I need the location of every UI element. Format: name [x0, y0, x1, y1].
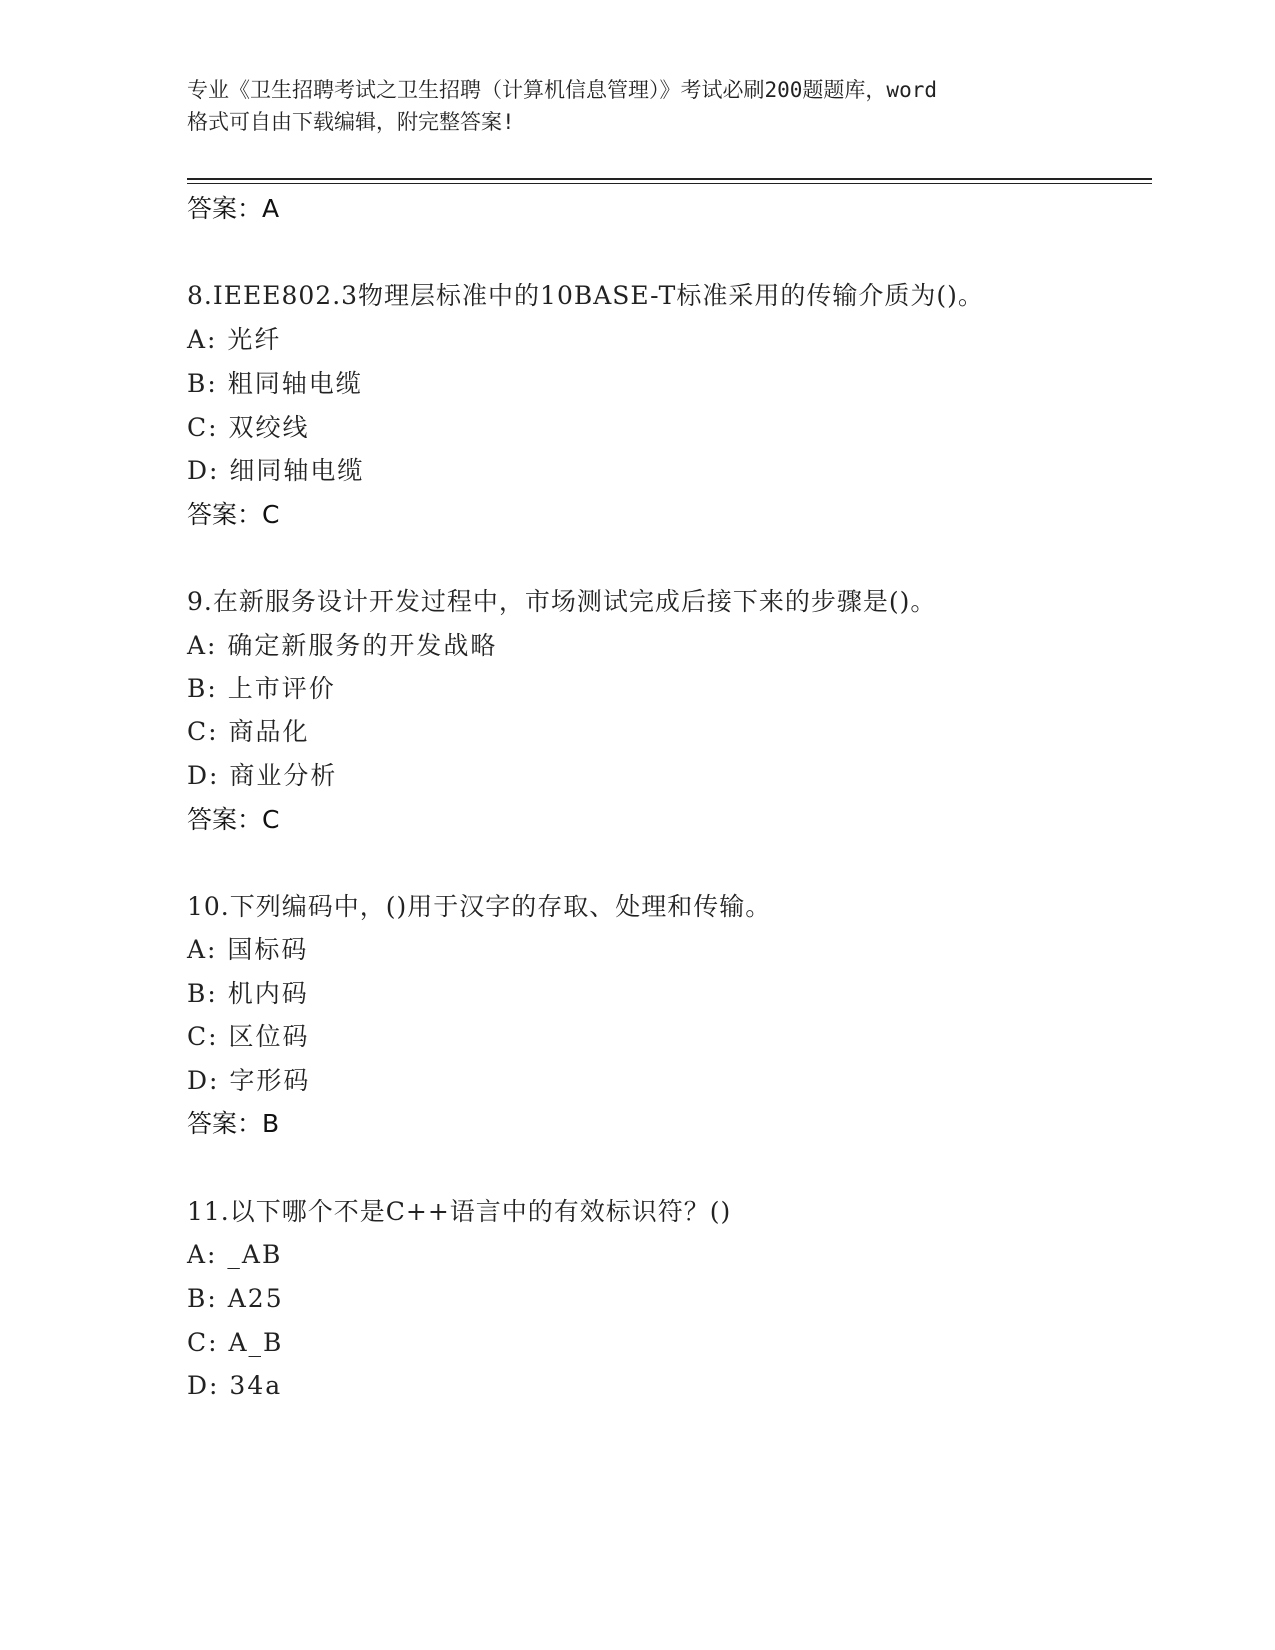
question-8-option-b: B: 粗同轴电缆 — [187, 369, 363, 398]
question-9-option-a: A: 确定新服务的开发战略 — [187, 631, 498, 660]
question-11-option-d: D: 34a — [187, 1371, 283, 1400]
previous-answer: 答案：A — [187, 194, 280, 223]
question-8-option-d: D: 细同轴电缆 — [187, 456, 365, 485]
header-divider-thick — [187, 178, 1152, 180]
question-11-option-a: A: _AB — [187, 1240, 283, 1269]
question-8-stem: 8.IEEE802.3物理层标准中的10BASE-T标准采用的传输介质为()。 — [187, 281, 984, 310]
question-9-option-c: C: 商品化 — [187, 717, 310, 746]
question-10-option-d: D: 字形码 — [187, 1066, 311, 1095]
question-10-option-c: C: 区位码 — [187, 1022, 310, 1051]
question-11-option-c: C: A_B — [187, 1328, 284, 1357]
question-9-option-d: D: 商业分析 — [187, 761, 338, 790]
question-10-option-b: B: 机内码 — [187, 979, 309, 1008]
header-line-1: 专业《卫生招聘考试之卫生招聘（计算机信息管理）》考试必刷200题题库，word — [187, 78, 937, 102]
question-8-option-c: C: 双绞线 — [187, 413, 310, 442]
question-10-stem: 10.下列编码中，()用于汉字的存取、处理和传输。 — [187, 892, 772, 921]
question-9-option-b: B: 上市评价 — [187, 674, 336, 703]
header-divider-thin — [187, 183, 1152, 184]
question-11-option-b: B: A25 — [187, 1284, 284, 1313]
question-9-answer: 答案：C — [187, 805, 280, 834]
question-8-option-a: A: 光纤 — [187, 325, 282, 354]
question-9-stem: 9.在新服务设计开发过程中，市场测试完成后接下来的步骤是()。 — [187, 587, 937, 616]
header-line-2: 格式可自由下载编辑，附完整答案! — [187, 110, 515, 134]
question-10-answer: 答案：B — [187, 1109, 280, 1138]
question-8-answer: 答案：C — [187, 500, 280, 529]
question-11-stem: 11.以下哪个不是C++语言中的有效标识符？() — [187, 1197, 732, 1226]
document-header — [187, 74, 1087, 138]
question-10-option-a: A: 国标码 — [187, 935, 309, 964]
